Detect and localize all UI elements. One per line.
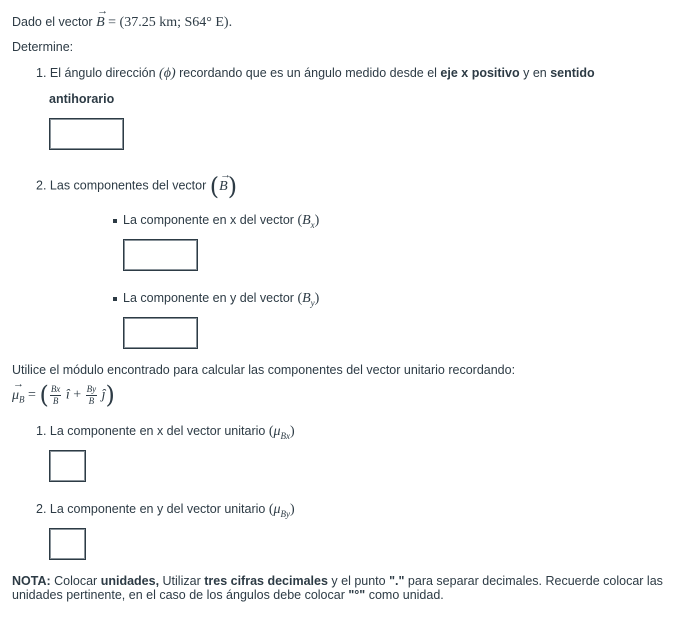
q1-number: 1. [36, 66, 47, 80]
q2y-text: La componente en y del vector [123, 291, 294, 305]
uq1-answer-input[interactable] [49, 450, 86, 482]
uq1-text: La componente en x del vector unitario [49, 424, 266, 438]
q2-vector-symbol: → B [219, 179, 228, 196]
q2x-symbol: $(B_x)$ [297, 213, 320, 230]
note-paragraph: NOTA: Colocar unidades, Utilizar tres cifras decimales y el punto "." para separar decimales. Recuerde colocar las unidades pertinente, en el caso de los ángulos debe colocar "°" como unidad. [12, 574, 663, 602]
q1-answer-input[interactable] [49, 118, 124, 150]
q2y-answer-input[interactable] [123, 317, 198, 349]
q2x-answer-input[interactable] [123, 239, 198, 271]
q2-line [36, 172, 237, 201]
q2x-line [123, 213, 319, 231]
q2-text: Las componentes del vector [49, 178, 207, 193]
uq2-symbol: $(\mu_{By})$ [268, 502, 295, 519]
q2y-symbol: $(B_y)$ [297, 291, 320, 308]
intro-line [12, 15, 232, 32]
unit-intro: Utilice el módulo encontrado para calcular las componentes del vector unitario recordando: [12, 363, 516, 377]
vector-b-expression [96, 15, 232, 30]
bullet-icon [113, 297, 117, 301]
q1-bold-sentido: sentido [550, 66, 595, 80]
note-label: NOTA: [12, 574, 51, 588]
q1-text-c: y en [523, 66, 547, 80]
q2y-line [123, 291, 319, 309]
q1-text-a: El ángulo dirección [49, 66, 156, 80]
q2-vector-expression: (→ B) [210, 179, 237, 194]
uq2-answer-input[interactable] [49, 528, 86, 560]
q1-text-b: recordando que es un ángulo medido desde el [179, 66, 437, 80]
vector-b-value: = (37.25 km; S64° E). [108, 15, 233, 30]
q1-bold-eje: eje x positivo [440, 66, 520, 80]
uq1-symbol: $(\mu_{Bx})$ [268, 424, 295, 441]
determine-label: Determine: [12, 40, 74, 54]
vector-b-symbol: → B [96, 15, 105, 32]
q2-number: 2. [36, 178, 47, 193]
q1-line2 [49, 92, 114, 107]
q1-phi-symbol: (ϕ) [159, 66, 176, 81]
unit-vector-formula: → $\mu_B$ = ( $\frac{Bx}{B}$ î + $\frac{By}{B}$ ĵ) [12, 381, 115, 410]
uq2-text: La componente en y del vector unitario [49, 502, 266, 516]
uq1-line: 1. La componente en x del vector unitario $(\mu_{Bx})$ [36, 424, 295, 441]
mu-symbol: → μ [12, 388, 19, 405]
q2x-text: La componente en x del vector [123, 213, 294, 227]
uq2-line: 2. La componente en y del vector unitario $(\mu_{By})$ [36, 502, 295, 519]
bullet-icon [113, 219, 117, 223]
q1-line [36, 66, 595, 83]
intro-label: Dado el vector [12, 15, 93, 29]
q1-bold-antihorario: antihorario [49, 92, 115, 106]
